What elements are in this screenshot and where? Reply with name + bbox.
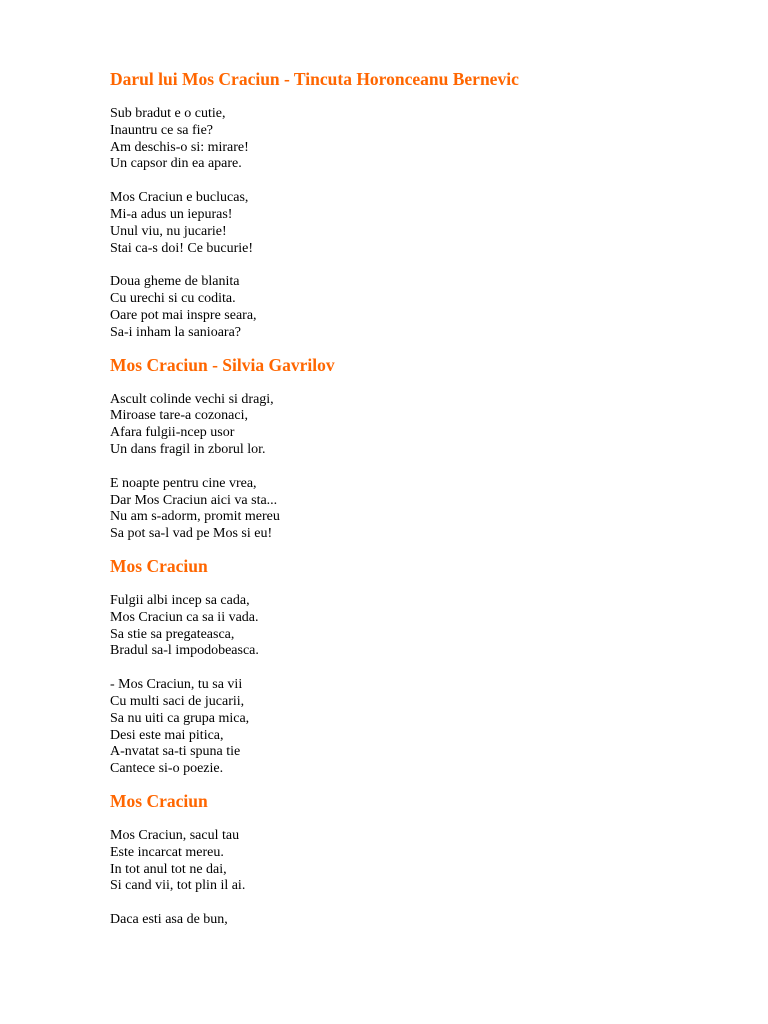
- verse-line: Cu multi saci de jucarii,: [110, 693, 245, 709]
- verse-line: Doua gheme de blanita: [110, 274, 240, 290]
- poem-mos-craciun-silvia-gavrilov: [110, 354, 730, 543]
- verse-line: Daca esti asa de bun,: [110, 912, 228, 928]
- poem-darul-lui-mos-craciun: [110, 68, 730, 342]
- stanza: [110, 274, 730, 341]
- verse-line: Mos Craciun, sacul tau: [110, 827, 240, 843]
- verse-line: Inauntru ce sa fie?: [110, 122, 213, 138]
- verse-line: Cu urechi si cu codita.: [110, 291, 236, 307]
- stanza: [110, 106, 730, 173]
- poem-title: Darul lui Mos Craciun - Tincuta Horonceanu Bernevic: [110, 69, 519, 89]
- verse-line: Nu am s-adorm, promit mereu: [110, 509, 280, 525]
- verse-line: Fulgii albi incep sa cada,: [110, 592, 250, 608]
- poem-title: Mos Craciun - Silvia Gavrilov: [110, 354, 335, 375]
- verse-line: Dar Mos Craciun aici va sta...: [110, 492, 278, 508]
- stanza: [110, 476, 730, 543]
- stanza: [110, 677, 730, 778]
- verse-line: Am deschis-o si: mirare!: [110, 139, 249, 155]
- verse-line: Cantece si-o poezie.: [110, 761, 224, 777]
- verse-line: E noapte pentru cine vrea,: [110, 475, 257, 491]
- stanza: [110, 912, 730, 929]
- verse-line: Un capsor din ea apare.: [110, 156, 242, 172]
- verse-line: Stai ca-s doi! Ce bucurie!: [110, 240, 254, 256]
- poem-title: Mos Craciun: [110, 555, 208, 576]
- verse-line: A-nvatat sa-ti spuna tie: [110, 744, 241, 760]
- stanza: [110, 190, 730, 257]
- poem-mos-craciun-sacul-tau: [110, 790, 730, 929]
- verse-line: Sa nu uiti ca grupa mica,: [110, 710, 250, 726]
- verse-line: Unul viu, nu jucarie!: [110, 223, 227, 239]
- document-page: [110, 68, 730, 929]
- verse-line: Sub bradut e o cutie,: [110, 106, 226, 121]
- verse-line: Ascult colinde vechi si dragi,: [110, 391, 274, 407]
- verse-line: Desi este mai pitica,: [110, 727, 224, 743]
- verse-line: - Mos Craciun, tu sa vii: [110, 677, 243, 693]
- verse-line: In tot anul tot ne dai,: [110, 861, 227, 877]
- poem-title: Mos Craciun: [110, 790, 208, 811]
- verse-line: Afara fulgii-ncep usor: [110, 425, 235, 441]
- verse-line: Bradul sa-l impodobeasca.: [110, 643, 259, 659]
- stanza: [110, 828, 730, 895]
- verse-line: Mi-a adus un iepuras!: [110, 206, 233, 222]
- verse-line: Mos Craciun e buclucas,: [110, 190, 249, 206]
- verse-line: Miroase tare-a cozonaci,: [110, 408, 248, 424]
- verse-line: Un dans fragil in zborul lor.: [110, 441, 266, 457]
- stanza: [110, 392, 730, 459]
- verse-line: Sa-i inham la sanioara?: [110, 324, 242, 340]
- verse-line: Este incarcat mereu.: [110, 844, 224, 860]
- verse-line: Sa stie sa pregateasca,: [110, 626, 235, 642]
- verse-line: Mos Craciun ca sa ii vada.: [110, 609, 259, 625]
- stanza: [110, 593, 730, 660]
- verse-line: Sa pot sa-l vad pe Mos si eu!: [110, 526, 273, 542]
- verse-line: Si cand vii, tot plin il ai.: [110, 878, 246, 894]
- poem-mos-craciun-fulgii: [110, 555, 730, 778]
- verse-line: Oare pot mai inspre seara,: [110, 307, 257, 323]
